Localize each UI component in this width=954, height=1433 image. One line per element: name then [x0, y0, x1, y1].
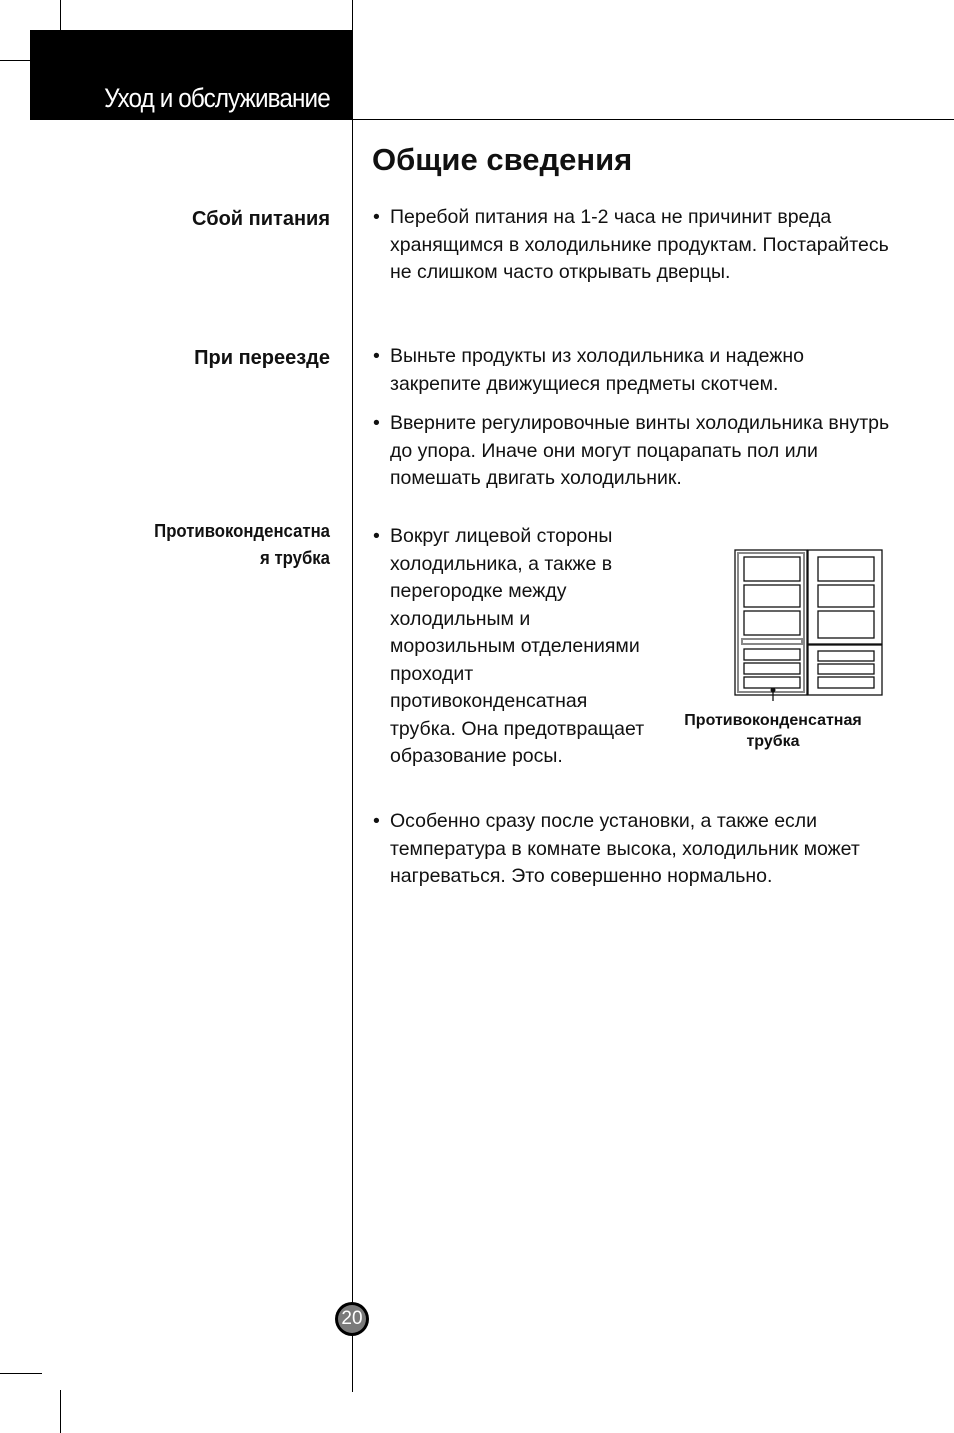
bullet-text: Вверните регулировочные винты холодильника внутрь до упора. Иначе они могут поцарапать пол или помешать двигать холодильник.	[390, 412, 890, 489]
bullet-text: Выньте продукты из холодильника и надежно закрепите движущиеся предметы скотчем.	[390, 345, 804, 395]
section-label-line: я трубка	[260, 548, 330, 568]
list-item	[373, 523, 653, 771]
bullet-icon: •	[373, 345, 380, 367]
crop-mark	[0, 1373, 42, 1374]
header-rule	[352, 119, 954, 120]
bullet-icon: •	[373, 525, 380, 547]
bullet-text: Вокруг лицевой стороны холодильника, а также в перегородке между холодильным и морозильным отделениями проходит противоконденсатная трубка. Она предотвращает образование росы.	[390, 525, 645, 767]
list-item	[373, 343, 853, 398]
bullet-icon: •	[373, 810, 380, 832]
list-item	[373, 808, 903, 891]
page-title: Общие сведения	[372, 142, 633, 177]
section-label-line: Противоконденсатна	[154, 521, 330, 541]
column-divider	[352, 0, 353, 1392]
bullet-text: Особенно сразу после установки, а также если температура в комнате высока, холодильник может нагреваться. Это совершенно нормально.	[390, 810, 860, 887]
bullet-text: Перебой питания на 1-2 часа не причинит вреда хранящимся в холодильнике продуктам. Постарайтесь не слишком часто открывать дверцы.	[390, 206, 889, 283]
crop-mark	[0, 60, 30, 61]
page-number: 20	[338, 1305, 366, 1333]
page-number-badge	[335, 1302, 369, 1336]
section-label-moving: При переезде	[194, 347, 330, 369]
list-item	[373, 204, 893, 287]
section-title: Уход и обслуживание	[104, 83, 330, 113]
figure-caption-line: Противоконденсатная	[684, 712, 862, 729]
refrigerator-icon	[734, 549, 884, 701]
crop-mark	[60, 1390, 61, 1433]
figure-caption	[664, 710, 882, 752]
refrigerator-diagram	[734, 549, 884, 706]
section-label-anticondensation-pipe	[51, 518, 330, 572]
section-header	[30, 30, 352, 120]
bullet-icon: •	[373, 412, 380, 434]
list-item	[373, 410, 903, 493]
figure-caption-line: трубка	[746, 733, 800, 750]
section-label-power-failure: Сбой питания	[192, 208, 330, 230]
bullet-icon: •	[373, 206, 380, 228]
